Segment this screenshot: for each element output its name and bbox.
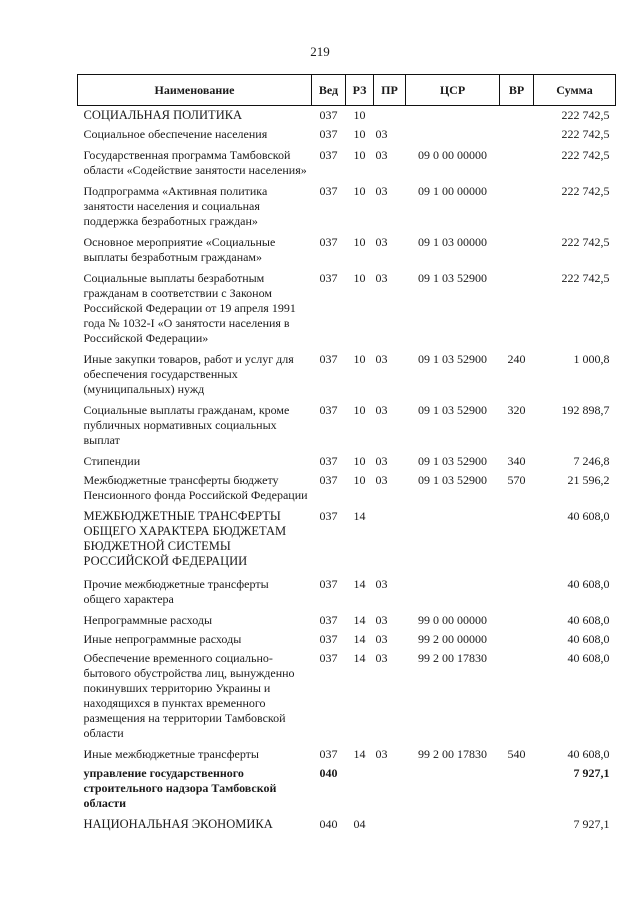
- cell-vr: [500, 267, 534, 348]
- cell-ved: 037: [319, 747, 338, 761]
- table-row: [78, 764, 616, 813]
- table-row: [78, 630, 616, 649]
- table-row: [78, 649, 616, 743]
- cell-vr: 320: [507, 403, 526, 417]
- cell-vr: [500, 649, 534, 743]
- cell-name: управление государственного строительного надзора Тамбовской области: [83, 766, 277, 810]
- cell-csr: [406, 813, 500, 834]
- cell-rz: 10: [353, 235, 366, 249]
- cell-rz: 10: [353, 148, 366, 162]
- cell-sum: 1 000,8: [573, 352, 610, 366]
- cell-csr: [406, 106, 500, 126]
- cell-csr: 09 1 03 52900: [418, 352, 487, 366]
- cell-rz: 10: [353, 271, 366, 285]
- cell-name: Социальные выплаты гражданам, кроме публичных нормативных социальных выплат: [83, 403, 290, 447]
- cell-ved: 037: [319, 184, 338, 198]
- cell-csr: [406, 571, 500, 609]
- cell-ved: 037: [319, 613, 338, 627]
- cell-vr: [500, 180, 534, 231]
- cell-vr: [500, 505, 534, 571]
- cell-ved: 037: [319, 352, 338, 366]
- cell-vr: [500, 144, 534, 180]
- cell-pr: 03: [375, 352, 388, 366]
- cell-sum: 192 898,7: [561, 403, 610, 417]
- cell-pr: 03: [375, 271, 388, 285]
- cell-pr: [374, 106, 406, 126]
- page-number: 219: [310, 44, 330, 59]
- cell-name: Иные непрограммные расходы: [83, 632, 242, 646]
- cell-ved: 040: [319, 817, 338, 831]
- table-row: [78, 231, 616, 267]
- cell-csr: 99 2 00 00000: [418, 632, 487, 646]
- cell-sum: 40 608,0: [567, 651, 610, 665]
- cell-name: НАЦИОНАЛЬНАЯ ЭКОНОМИКА: [83, 817, 273, 831]
- cell-ved: 037: [319, 235, 338, 249]
- cell-sum: 222 742,5: [561, 148, 610, 162]
- cell-vr: [500, 125, 534, 144]
- cell-name: Иные закупки товаров, работ и услуг для обеспечения государственных (муниципальных) нужд: [83, 352, 294, 396]
- cell-name: Социальные выплаты безработным гражданам в соответствии с Законом Российской Федерации от 19 апреля 1991 года № 1032-I «О занятости населения в Российской Федерации»: [83, 271, 296, 345]
- cell-ved: 037: [319, 577, 338, 591]
- cell-sum: 222 742,5: [561, 127, 610, 141]
- cell-vr: 240: [507, 352, 526, 366]
- header-sum: Сумма: [534, 75, 616, 106]
- cell-name: Непрограммные расходы: [83, 613, 213, 627]
- cell-pr: 03: [375, 577, 388, 591]
- cell-pr: 03: [375, 235, 388, 249]
- table-row: [78, 106, 616, 126]
- table-row: [78, 743, 616, 764]
- cell-ved: 037: [319, 271, 338, 285]
- cell-rz: 04: [353, 817, 366, 831]
- cell-name: СОЦИАЛЬНАЯ ПОЛИТИКА: [83, 108, 243, 122]
- cell-pr: [374, 505, 406, 571]
- table-row: [78, 609, 616, 630]
- cell-csr: 09 1 03 00000: [418, 235, 487, 249]
- cell-rz: 10: [353, 473, 366, 487]
- cell-name: Стипендии: [83, 454, 141, 468]
- table-header-row: [78, 75, 616, 106]
- cell-sum: 7 927,1: [573, 766, 610, 780]
- cell-vr: [500, 571, 534, 609]
- table-row: [78, 571, 616, 609]
- cell-name: Иные межбюджетные трансферты: [83, 747, 259, 761]
- cell-vr: [500, 630, 534, 649]
- cell-pr: 03: [375, 454, 388, 468]
- cell-rz: 10: [353, 108, 366, 122]
- cell-sum: 40 608,0: [567, 632, 610, 646]
- table-row: [78, 471, 616, 505]
- cell-ved: 037: [319, 148, 338, 162]
- cell-pr: [374, 813, 406, 834]
- cell-vr: [500, 106, 534, 126]
- cell-vr: 540: [507, 747, 526, 761]
- cell-vr: 570: [507, 473, 526, 487]
- header-ved: Вед: [312, 75, 346, 106]
- cell-sum: 222 742,5: [561, 271, 610, 285]
- cell-rz: 10: [353, 127, 366, 141]
- cell-vr: [500, 764, 534, 813]
- cell-pr: 03: [375, 403, 388, 417]
- cell-pr: 03: [375, 184, 388, 198]
- table-row: [78, 144, 616, 180]
- cell-pr: 03: [375, 127, 388, 141]
- cell-name: Обеспечение временного социально-бытового обустройства лиц, вынужденно покинувших территорию Украины и находящихся в пунктах временного размещения на территории Тамбовской области: [83, 651, 295, 740]
- cell-name: Основное мероприятие «Социальные выплаты безработным гражданам»: [83, 235, 276, 264]
- cell-rz: 10: [353, 454, 366, 468]
- table-row: [78, 450, 616, 471]
- cell-pr: 03: [375, 613, 388, 627]
- cell-ved: 040: [319, 766, 338, 780]
- cell-csr: 99 2 00 17830: [418, 651, 487, 665]
- cell-ved: 037: [319, 403, 338, 417]
- cell-csr: [406, 125, 500, 144]
- cell-rz: 14: [353, 577, 366, 591]
- cell-csr: 09 0 00 00000: [418, 148, 487, 162]
- table-row: [78, 180, 616, 231]
- cell-rz: 10: [353, 403, 366, 417]
- table-row: [78, 505, 616, 571]
- cell-csr: 09 1 03 52900: [418, 271, 487, 285]
- cell-ved: 037: [319, 127, 338, 141]
- cell-pr: 03: [375, 651, 388, 665]
- cell-vr: [500, 231, 534, 267]
- cell-sum: 40 608,0: [567, 577, 610, 591]
- cell-csr: 99 2 00 17830: [418, 747, 487, 761]
- cell-pr: 03: [375, 473, 388, 487]
- cell-name: Государственная программа Тамбовской области «Содействие занятости населения»: [83, 148, 307, 177]
- cell-csr: 09 1 03 52900: [418, 454, 487, 468]
- table-row: [78, 125, 616, 144]
- table-row: [78, 813, 616, 834]
- table-body: [78, 106, 616, 835]
- cell-name: Социальное обеспечение населения: [83, 127, 268, 141]
- cell-sum: 21 596,2: [567, 473, 610, 487]
- cell-pr: 03: [375, 148, 388, 162]
- cell-csr: [406, 505, 500, 571]
- cell-ved: 037: [319, 632, 338, 646]
- cell-rz: 14: [353, 632, 366, 646]
- cell-sum: 40 608,0: [567, 509, 610, 523]
- table-row: [78, 399, 616, 450]
- header-csr: ЦСР: [406, 75, 500, 106]
- table-row: [78, 348, 616, 399]
- cell-csr: 99 0 00 00000: [418, 613, 487, 627]
- cell-vr: [500, 609, 534, 630]
- cell-name: Подпрограмма «Активная политика занятости населения и социальная поддержка безработных граждан»: [83, 184, 268, 228]
- cell-sum: 7 927,1: [573, 817, 610, 831]
- cell-pr: 03: [375, 632, 388, 646]
- cell-csr: 09 1 03 52900: [418, 473, 487, 487]
- cell-rz: 14: [353, 509, 366, 523]
- cell-sum: 7 246,8: [573, 454, 610, 468]
- table-row: [78, 267, 616, 348]
- cell-csr: [406, 764, 500, 813]
- header-name: Наименование: [78, 75, 312, 106]
- cell-ved: 037: [319, 473, 338, 487]
- cell-vr: 340: [507, 454, 526, 468]
- cell-csr: 09 1 03 52900: [418, 403, 487, 417]
- cell-ved: 037: [319, 509, 338, 523]
- cell-sum: 222 742,5: [561, 108, 610, 122]
- cell-name: Прочие межбюджетные трансферты общего характера: [83, 577, 269, 606]
- cell-rz: 14: [353, 747, 366, 761]
- cell-sum: 222 742,5: [561, 184, 610, 198]
- cell-rz: 14: [353, 651, 366, 665]
- cell-sum: 40 608,0: [567, 613, 610, 627]
- cell-name: МЕЖБЮДЖЕТНЫЕ ТРАНСФЕРТЫ ОБЩЕГО ХАРАКТЕРА БЮДЖЕТАМ БЮДЖЕТНОЙ СИСТЕМЫ РОССИЙСКОЙ ФЕДЕРАЦИИ: [83, 509, 287, 568]
- cell-rz: 14: [353, 613, 366, 627]
- cell-vr: [500, 813, 534, 834]
- header-vr: ВР: [500, 75, 534, 106]
- cell-name: Межбюджетные трансферты бюджету Пенсионного фонда Российской Федерации: [83, 473, 308, 502]
- cell-pr: [374, 764, 406, 813]
- cell-rz: 10: [353, 352, 366, 366]
- header-rz: РЗ: [346, 75, 374, 106]
- cell-rz: 10: [353, 184, 366, 198]
- cell-pr: 03: [375, 747, 388, 761]
- cell-ved: 037: [319, 108, 338, 122]
- cell-sum: 222 742,5: [561, 235, 610, 249]
- cell-rz: [346, 764, 374, 813]
- cell-sum: 40 608,0: [567, 747, 610, 761]
- budget-table: [77, 74, 616, 834]
- cell-ved: 037: [319, 454, 338, 468]
- header-pr: ПР: [374, 75, 406, 106]
- cell-ved: 037: [319, 651, 338, 665]
- cell-csr: 09 1 00 00000: [418, 184, 487, 198]
